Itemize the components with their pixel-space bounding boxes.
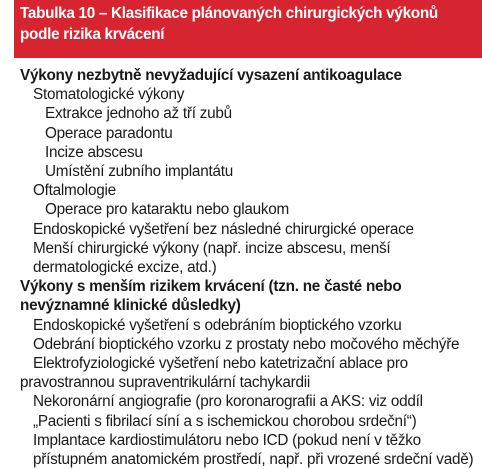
table-title-line-1: Tabulka 10 – Klasifikace plánovaných chirurgických výkonů — [20, 5, 438, 22]
item-endoskopicke-biopsie: Endoskopické vyšetření s odebráním bioptického vzorku — [33, 316, 402, 334]
item-implantace-line-1: Implantace kardiostimulátoru nebo ICD (pokud není v těžko — [33, 431, 421, 449]
item-elektrofyziologicke-line-2: pravostrannou supraventrikulární tachykardii — [20, 374, 310, 392]
item-operace-paradontu: Operace paradontu — [45, 124, 173, 142]
section-1-heading: Výkony nezbytně nevyžadující vysazení antikoagulace — [20, 67, 402, 84]
section-2-heading-line-1: Výkony s menším rizikem krvácení (tzn. ne časté nebo — [20, 278, 402, 296]
item-angiografie-line-1: Nekoronární angiografie (pro koronarografii a AKS: viz oddíl — [33, 393, 423, 411]
item-prostata: Odebrání bioptického vzorku z prostaty nebo močového měchýře — [33, 335, 460, 353]
table-title-line-2: podle rizika krvácení — [20, 26, 165, 43]
item-incize-abscesu: Incize abscesu — [45, 143, 143, 161]
item-mensi-vykony-line-1: Menší chirurgické výkony (např. incize abscesu, menší — [33, 239, 391, 257]
item-katarakta: Operace pro kataraktu nebo glaukom — [45, 201, 290, 219]
section-2-heading-line-2: nevýznamné klinické důsledky) — [20, 297, 241, 315]
category-stomatologicke: Stomatologické výkony — [33, 86, 185, 104]
category-oftalmologie: Oftalmologie — [33, 182, 116, 200]
item-umisteni-implantatu: Umístění zubního implantátu — [45, 163, 233, 181]
table-title-banner — [14, 0, 482, 58]
item-implantace-line-2: přístupném anatomickém prostředí, např. při vrozené srdeční vadě) — [33, 451, 474, 469]
item-extrakce: Extrakce jednoho až tří zubů — [45, 105, 232, 123]
table-body — [20, 66, 482, 469]
item-endoskopicke: Endoskopické vyšetření bez následné chirurgické operace — [33, 220, 414, 238]
item-elektrofyziologicke-line-1: Elektrofyziologické vyšetření nebo katetrizační ablace pro — [33, 355, 408, 373]
item-mensi-vykony-line-2: dermatologické excize, atd.) — [33, 259, 217, 277]
item-angiografie-line-2: „Pacienti s fibrilací síní a s ischemickou chorobou srdeční“) — [33, 412, 417, 430]
